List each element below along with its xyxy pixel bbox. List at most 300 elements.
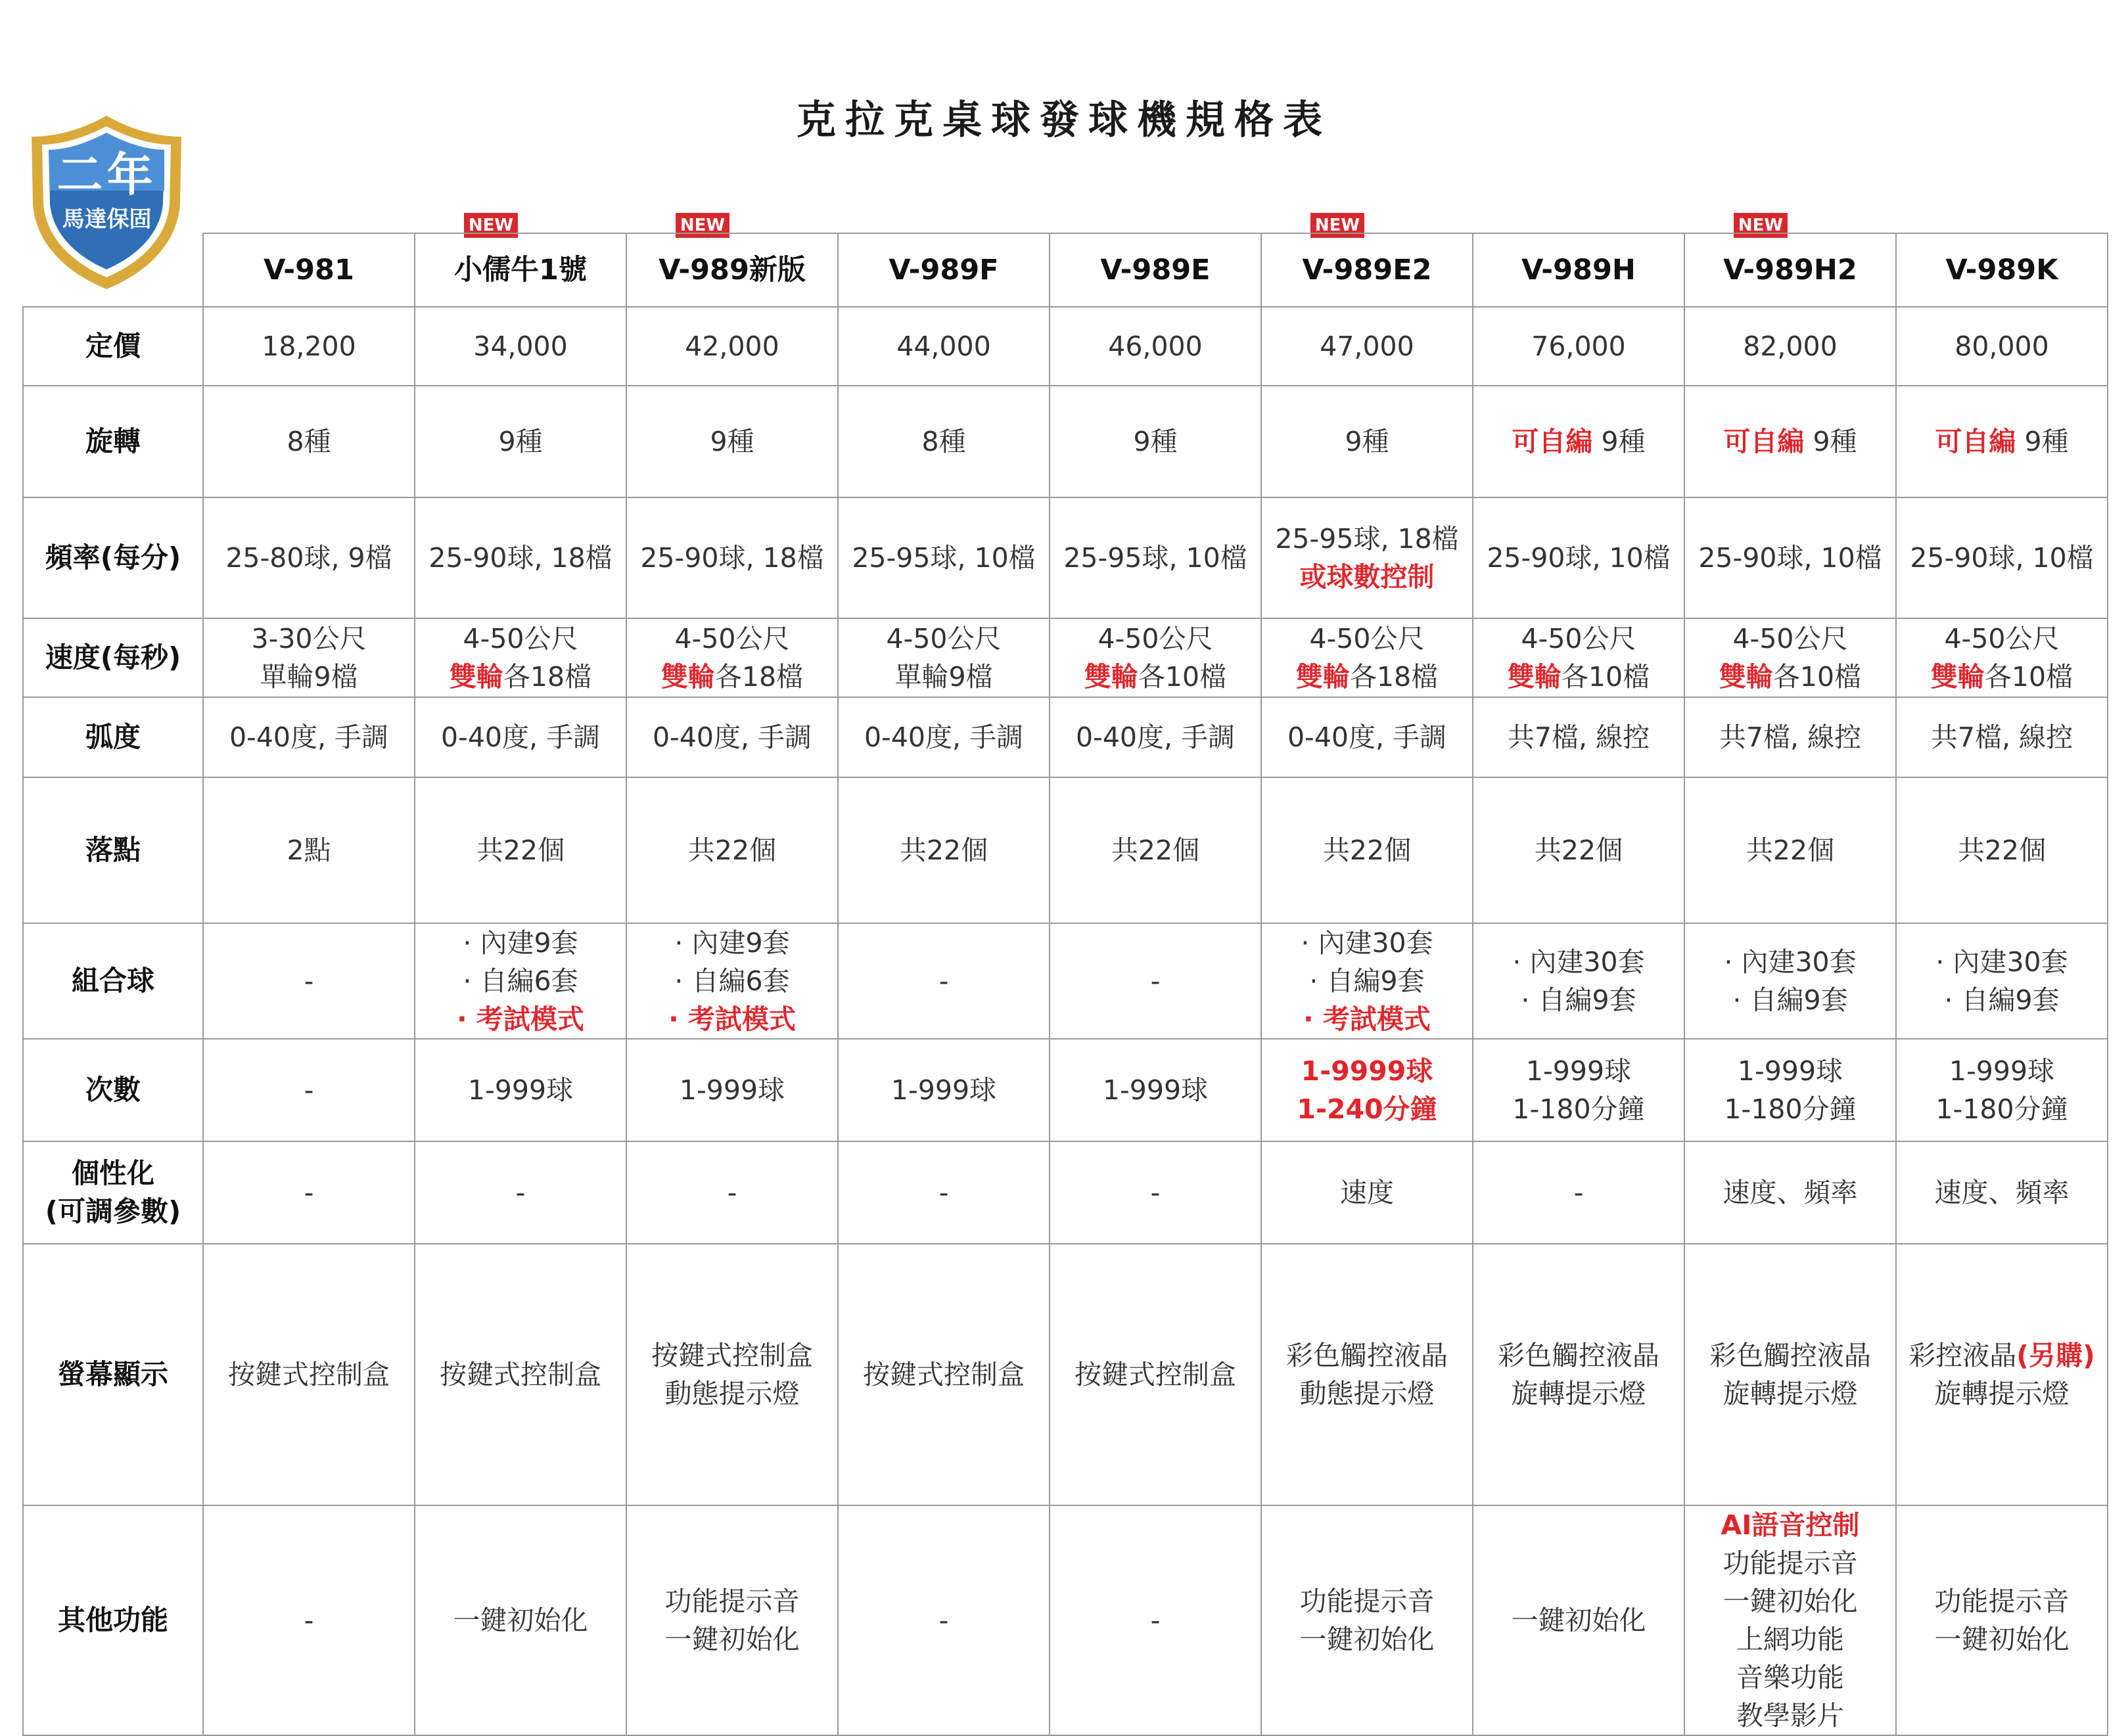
- spec-cell: [203, 307, 415, 386]
- cell-line: 旋轉提示燈: [1934, 1378, 2070, 1409]
- cell-line: [1899, 658, 2104, 696]
- cell-line: 4-50公尺: [674, 623, 790, 654]
- highlight-text: 雙輪: [1507, 661, 1561, 693]
- row-label-line: 速度(每秒): [45, 641, 181, 674]
- cell-line: [1264, 558, 1469, 596]
- spec-cell: [1473, 1039, 1684, 1141]
- spec-cell: [415, 1244, 626, 1505]
- cell-line: 音樂功能: [1736, 1662, 1844, 1693]
- model-header: V-989E: [1050, 233, 1261, 307]
- spec-cell: [1050, 307, 1261, 386]
- cell-line: 一鍵初始化: [1934, 1624, 2070, 1655]
- cell-text: 各18檔: [503, 661, 592, 693]
- cell-line: · 內建30套: [1935, 946, 2068, 978]
- cell-line: 9種: [1345, 426, 1389, 457]
- cell-line: 4-50公尺: [1732, 623, 1848, 654]
- cell-line: [630, 658, 835, 696]
- cell-line: 4-50公尺: [463, 623, 578, 654]
- spec-cell: [1261, 1505, 1473, 1735]
- spec-cell: [626, 1141, 838, 1244]
- row-label-line: 頻率(每分): [45, 541, 181, 574]
- cell-line: 共22個: [1322, 834, 1412, 866]
- cell-line: 0-40度, 手調: [864, 721, 1024, 753]
- spec-cell: [626, 697, 838, 777]
- cell-line: · 自編9套: [1732, 984, 1848, 1016]
- row-label: [23, 1039, 203, 1141]
- spec-row: [23, 1141, 2108, 1244]
- cell-line: -: [304, 1074, 314, 1106]
- cell-line: 一鍵初始化: [453, 1605, 588, 1636]
- highlight-text: 可自編: [1512, 426, 1593, 457]
- new-badge: NEW: [676, 213, 729, 238]
- spec-cell: [838, 923, 1050, 1039]
- spec-cell: [838, 497, 1050, 618]
- spec-cell: [1896, 923, 2108, 1039]
- highlight-text: · 考試模式: [1303, 1003, 1431, 1035]
- spec-cell: [1684, 697, 1896, 777]
- spec-table: [22, 233, 2108, 1736]
- header-row: [23, 233, 2108, 307]
- row-label-line: 其他功能: [57, 1604, 168, 1636]
- cell-line: 47,000: [1320, 331, 1414, 362]
- cell-line: 教學影片: [1736, 1700, 1844, 1731]
- cell-line: -: [938, 1605, 949, 1636]
- model-header: V-989K: [1896, 233, 2108, 307]
- cell-line: -: [304, 1605, 314, 1636]
- cell-line: 功能提示音: [1723, 1547, 1858, 1579]
- cell-line: -: [515, 1177, 526, 1208]
- spec-cell: [1050, 1505, 1261, 1735]
- spec-cell: [1050, 697, 1261, 777]
- cell-line: 共7檔, 線控: [1719, 721, 1862, 753]
- spec-cell: [415, 777, 626, 923]
- spec-cell: [1261, 497, 1473, 618]
- highlight-text: AI語音控制: [1721, 1509, 1860, 1541]
- spec-cell: [203, 386, 415, 497]
- cell-line: 一鍵初始化: [1299, 1624, 1435, 1655]
- row-label: [23, 777, 203, 923]
- cell-line: -: [938, 1177, 949, 1208]
- spec-cell: [203, 1505, 415, 1735]
- spec-cell: [1261, 386, 1473, 497]
- spec-cell: [838, 1141, 1050, 1244]
- highlight-text: 雙輪: [449, 661, 503, 693]
- cell-line: 1-999球: [1525, 1055, 1632, 1087]
- cell-line: -: [304, 965, 314, 997]
- spec-cell: [1473, 777, 1684, 923]
- spec-cell: [203, 497, 415, 618]
- cell-text: 各10檔: [1984, 661, 2073, 693]
- spec-cell: [203, 697, 415, 777]
- spec-cell: [415, 307, 626, 386]
- spec-cell: [203, 923, 415, 1039]
- spec-cell: [838, 1039, 1050, 1141]
- cell-line: 9種: [498, 426, 543, 457]
- cell-line: [1264, 1000, 1469, 1038]
- cell-line: 按鍵式控制盒: [228, 1359, 390, 1390]
- row-label: [23, 307, 203, 386]
- spec-row: [23, 497, 2108, 618]
- cell-line: 82,000: [1743, 331, 1838, 362]
- spec-row: [23, 618, 2108, 697]
- cell-line: 共22個: [1957, 834, 2047, 866]
- spec-cell: [1261, 777, 1473, 923]
- spec-cell: [1050, 1244, 1261, 1505]
- cell-text: 各10檔: [1138, 661, 1227, 693]
- cell-line: 0-40度, 手調: [652, 721, 812, 753]
- spec-row: [23, 386, 2108, 497]
- spec-cell: [1473, 697, 1684, 777]
- row-label-line: 螢幕顯示: [57, 1358, 168, 1390]
- highlight-text: 可自編: [1935, 426, 2016, 457]
- cell-line: 1-999球: [1102, 1074, 1209, 1106]
- spec-cell: [1684, 307, 1896, 386]
- cell-line: 速度、頻率: [1723, 1177, 1858, 1208]
- spec-cell: [1473, 618, 1684, 697]
- spec-cell: [626, 497, 838, 618]
- cell-line: 25-90球, 18檔: [428, 542, 613, 574]
- badge-subtitle: 馬達保固: [62, 206, 152, 233]
- cell-text: 各10檔: [1561, 661, 1650, 693]
- highlight-text: 雙輪: [1295, 661, 1350, 693]
- spec-cell: [1050, 1141, 1261, 1244]
- cell-line: [1264, 1052, 1469, 1090]
- spec-row: [23, 1244, 2108, 1505]
- highlight-text: · 考試模式: [668, 1003, 796, 1035]
- row-label: [23, 497, 203, 618]
- cell-line: 80,000: [1955, 331, 2049, 362]
- cell-line: 2點: [287, 834, 331, 866]
- cell-line: 彩色觸控液晶: [1498, 1340, 1659, 1371]
- highlight-text: 雙輪: [1719, 661, 1773, 693]
- spec-cell: [1050, 923, 1261, 1039]
- spec-cell: [838, 1505, 1050, 1735]
- spec-cell: [838, 307, 1050, 386]
- cell-line: 共7檔, 線控: [1507, 721, 1650, 753]
- cell-line: 1-180分鐘: [1512, 1093, 1645, 1125]
- spec-cell: [1261, 1244, 1473, 1505]
- row-label-line: 組合球: [71, 965, 154, 997]
- cell-text: 9種: [1592, 426, 1646, 457]
- model-header: V-989H2: [1684, 233, 1896, 307]
- spec-cell: [415, 386, 626, 497]
- cell-line: · 內建9套: [463, 927, 578, 959]
- spec-cell: [415, 923, 626, 1039]
- spec-cell: [1261, 697, 1473, 777]
- cell-line: 速度、頻率: [1934, 1177, 2070, 1208]
- cell-line: · 自編6套: [674, 965, 790, 997]
- page-title: 克拉克桌球發球機規格表: [797, 97, 1331, 143]
- cell-line: [1264, 1090, 1469, 1128]
- spec-cell: [626, 777, 838, 923]
- cell-text: 9種: [1804, 426, 1857, 457]
- spec-cell: [1261, 923, 1473, 1039]
- cell-line: 旋轉提示燈: [1723, 1378, 1858, 1409]
- cell-line: [1476, 423, 1681, 461]
- spec-cell: [415, 697, 626, 777]
- spec-cell: [203, 1141, 415, 1244]
- spec-cell: [1050, 618, 1261, 697]
- cell-line: 按鍵式控制盒: [440, 1359, 601, 1390]
- spec-cell: [1684, 1505, 1896, 1735]
- cell-line: 34,000: [473, 331, 568, 362]
- cell-line: [1053, 658, 1258, 696]
- cell-line: 25-90球, 10檔: [1487, 542, 1671, 574]
- spec-cell: [838, 697, 1050, 777]
- cell-line: 4-50公尺: [1098, 623, 1213, 654]
- cell-line: 1-999球: [1737, 1055, 1843, 1087]
- cell-line: 按鍵式控制盒: [863, 1359, 1025, 1390]
- row-label-line: (可調參數): [45, 1195, 181, 1227]
- cell-line: 46,000: [1108, 331, 1203, 362]
- cell-line: 共22個: [1534, 834, 1623, 866]
- cell-line: [1688, 423, 1893, 461]
- spec-body: [23, 307, 2108, 1735]
- model-header: V-989F: [838, 233, 1050, 307]
- cell-line: [630, 1000, 835, 1038]
- row-label-line: 旋轉: [85, 425, 141, 457]
- cell-text: 各18檔: [1349, 661, 1439, 693]
- cell-line: 共22個: [899, 834, 988, 866]
- cell-line: -: [938, 965, 949, 997]
- row-label-line: 個性化: [71, 1157, 154, 1189]
- spec-cell: [1261, 307, 1473, 386]
- cell-line: 25-95球, 18檔: [1275, 523, 1459, 555]
- spec-row: [23, 923, 2108, 1039]
- spec-cell: [1896, 777, 2108, 923]
- spec-cell: [1896, 1141, 2108, 1244]
- spec-cell: [1896, 386, 2108, 497]
- cell-line: 0-40度, 手調: [229, 721, 389, 753]
- spec-row: [23, 307, 2108, 386]
- cell-line: 3-30公尺: [251, 623, 367, 654]
- spec-cell: [1050, 1039, 1261, 1141]
- spec-cell: [1473, 1505, 1684, 1735]
- spec-cell: [626, 1505, 838, 1735]
- cell-line: -: [1150, 1605, 1161, 1636]
- cell-line: -: [304, 1177, 314, 1208]
- spec-cell: [1473, 923, 1684, 1039]
- model-header: V-989H: [1473, 233, 1684, 307]
- cell-text: 各10檔: [1772, 661, 1862, 693]
- cell-line: 0-40度, 手調: [1075, 721, 1236, 753]
- spec-cell: [415, 618, 626, 697]
- spec-cell: [415, 497, 626, 618]
- spec-cell: [838, 618, 1050, 697]
- cell-line: · 自編9套: [1521, 984, 1636, 1016]
- spec-cell: [626, 307, 838, 386]
- cell-line: 按鍵式控制盒: [1075, 1359, 1236, 1390]
- spec-cell: [1896, 618, 2108, 697]
- new-badge: NEW: [1310, 213, 1364, 238]
- spec-cell: [1261, 618, 1473, 697]
- cell-line: 上網功能: [1736, 1624, 1844, 1655]
- cell-line: · 內建30套: [1724, 946, 1857, 978]
- row-label: [23, 618, 203, 697]
- cell-text: 9種: [2016, 426, 2069, 457]
- cell-line: 0-40度, 手調: [440, 721, 601, 753]
- cell-line: 1-999球: [1949, 1055, 2055, 1087]
- cell-line: 25-95球, 10檔: [1063, 542, 1247, 574]
- cell-line: 彩色觸控液晶: [1709, 1340, 1871, 1371]
- spec-cell: [203, 1244, 415, 1505]
- spec-cell: [626, 1244, 838, 1505]
- cell-line: 25-80球, 9檔: [225, 542, 392, 574]
- cell-line: 4-50公尺: [886, 623, 1002, 654]
- cell-line: 一鍵初始化: [1511, 1605, 1646, 1636]
- cell-line: 8種: [287, 426, 331, 457]
- cell-line: -: [727, 1177, 737, 1208]
- spec-row: [23, 1505, 2108, 1735]
- cell-line: 功能提示音: [1934, 1586, 2070, 1617]
- highlight-text: 雙輪: [660, 661, 715, 693]
- spec-cell: [415, 1039, 626, 1141]
- badge-title: 二年: [57, 148, 157, 202]
- cell-line: 4-50公尺: [1309, 623, 1425, 654]
- cell-line: [1264, 658, 1469, 696]
- spec-cell: [1896, 307, 2108, 386]
- spec-cell: [626, 1039, 838, 1141]
- cell-line: 9種: [710, 426, 754, 457]
- spec-cell: [626, 923, 838, 1039]
- spec-row: [23, 1039, 2108, 1141]
- spec-cell: [838, 777, 1050, 923]
- cell-line: [418, 658, 623, 696]
- new-badge: NEW: [1734, 213, 1788, 238]
- cell-line: 25-95球, 10檔: [852, 542, 1036, 574]
- highlight-text: 雙輪: [1930, 661, 1985, 693]
- corner-cell: [23, 233, 203, 307]
- spec-cell: [1050, 386, 1261, 497]
- cell-text: 彩控液晶: [1908, 1340, 2017, 1371]
- cell-line: -: [1150, 1177, 1161, 1208]
- cell-line: [1688, 1506, 1893, 1544]
- cell-line: [418, 1000, 623, 1038]
- spec-cell: [1896, 697, 2108, 777]
- cell-line: 速度: [1340, 1177, 1394, 1208]
- cell-line: 單輪9檔: [894, 661, 993, 693]
- spec-cell: [203, 777, 415, 923]
- cell-line: [1899, 423, 2104, 461]
- spec-cell: [1896, 1505, 2108, 1735]
- spec-cell: [838, 1244, 1050, 1505]
- cell-line: 1-180分鐘: [1724, 1093, 1857, 1125]
- spec-row: [23, 697, 2108, 777]
- model-header: V-989E2: [1261, 233, 1473, 307]
- cell-line: 0-40度, 手調: [1287, 721, 1447, 753]
- spec-cell: [1261, 1039, 1473, 1141]
- spec-cell: [1684, 923, 1896, 1039]
- cell-line: 彩色觸控液晶: [1286, 1340, 1448, 1371]
- cell-line: 44,000: [896, 331, 991, 362]
- cell-line: 25-90球, 10檔: [1698, 542, 1882, 574]
- cell-line: 25-90球, 10檔: [1910, 542, 2094, 574]
- spec-cell: [1473, 497, 1684, 618]
- spec-cell: [1050, 497, 1261, 618]
- spec-cell: [1473, 1244, 1684, 1505]
- spec-cell: [838, 386, 1050, 497]
- cell-line: 42,000: [685, 331, 779, 362]
- cell-line: 1-180分鐘: [1935, 1093, 2068, 1125]
- cell-line: 共22個: [1746, 834, 1835, 866]
- row-label: [23, 1141, 203, 1244]
- row-label-line: 定價: [85, 330, 141, 362]
- cell-line: 按鍵式控制盒: [651, 1340, 813, 1371]
- spec-cell: [203, 618, 415, 697]
- cell-line: 一鍵初始化: [664, 1624, 800, 1655]
- spec-cell: [1050, 777, 1261, 923]
- row-label: [23, 697, 203, 777]
- cell-line: 功能提示音: [1299, 1586, 1435, 1617]
- cell-line: -: [1150, 965, 1161, 997]
- cell-line: 一鍵初始化: [1723, 1586, 1858, 1617]
- row-label: [23, 386, 203, 497]
- spec-cell: [1261, 1141, 1473, 1244]
- spec-cell: [203, 1039, 415, 1141]
- cell-line: 18,200: [262, 331, 356, 362]
- spec-cell: [1684, 1244, 1896, 1505]
- spec-cell: [626, 618, 838, 697]
- cell-line: 1-999球: [467, 1074, 574, 1106]
- row-label: [23, 923, 203, 1039]
- cell-line: · 自編9套: [1309, 965, 1425, 997]
- cell-line: 9種: [1133, 426, 1178, 457]
- row-label: [23, 1244, 203, 1505]
- spec-cell: [1684, 1039, 1896, 1141]
- spec-cell: [1473, 307, 1684, 386]
- highlight-text: · 考試模式: [457, 1003, 584, 1035]
- model-header: V-981: [203, 233, 415, 307]
- cell-line: · 內建30套: [1512, 946, 1645, 978]
- model-header: V-989新版: [626, 233, 838, 307]
- cell-line: [1688, 658, 1893, 696]
- spec-row: [23, 777, 2108, 923]
- spec-cell: [1684, 618, 1896, 697]
- cell-text: 各18檔: [714, 661, 804, 693]
- cell-line: 4-50公尺: [1944, 623, 2060, 654]
- spec-cell: [1896, 1039, 2108, 1141]
- spec-cell: [1896, 1244, 2108, 1505]
- spec-cell: [626, 386, 838, 497]
- spec-cell: [1684, 497, 1896, 618]
- highlight-text: 1-240分鐘: [1297, 1093, 1437, 1125]
- cell-line: 4-50公尺: [1521, 623, 1636, 654]
- spec-cell: [1684, 777, 1896, 923]
- cell-line: 76,000: [1531, 331, 1626, 362]
- cell-line: 動態提示燈: [1299, 1378, 1435, 1409]
- cell-line: 25-90球, 18檔: [640, 542, 824, 574]
- cell-line: 動態提示燈: [664, 1378, 800, 1409]
- cell-line: 1-999球: [891, 1074, 997, 1106]
- row-label: [23, 1505, 203, 1735]
- row-label-line: 落點: [85, 834, 141, 866]
- spec-cell: [1896, 497, 2108, 618]
- cell-line: · 自編6套: [463, 965, 578, 997]
- highlight-text: 1-9999球: [1301, 1055, 1433, 1087]
- row-label-line: 弧度: [85, 721, 141, 753]
- cell-line: · 內建9套: [674, 927, 790, 959]
- cell-line: 共7檔, 線控: [1930, 721, 2073, 753]
- cell-line: [1476, 658, 1681, 696]
- cell-line: 1-999球: [679, 1074, 785, 1106]
- spec-cell: [1473, 386, 1684, 497]
- spec-cell: [1684, 1141, 1896, 1244]
- highlight-text: (另購): [2016, 1340, 2095, 1371]
- spec-cell: [415, 1505, 626, 1735]
- model-header: 小儒牛1號: [415, 233, 626, 307]
- cell-line: [1899, 1336, 2104, 1375]
- highlight-text: 或球數控制: [1299, 561, 1435, 593]
